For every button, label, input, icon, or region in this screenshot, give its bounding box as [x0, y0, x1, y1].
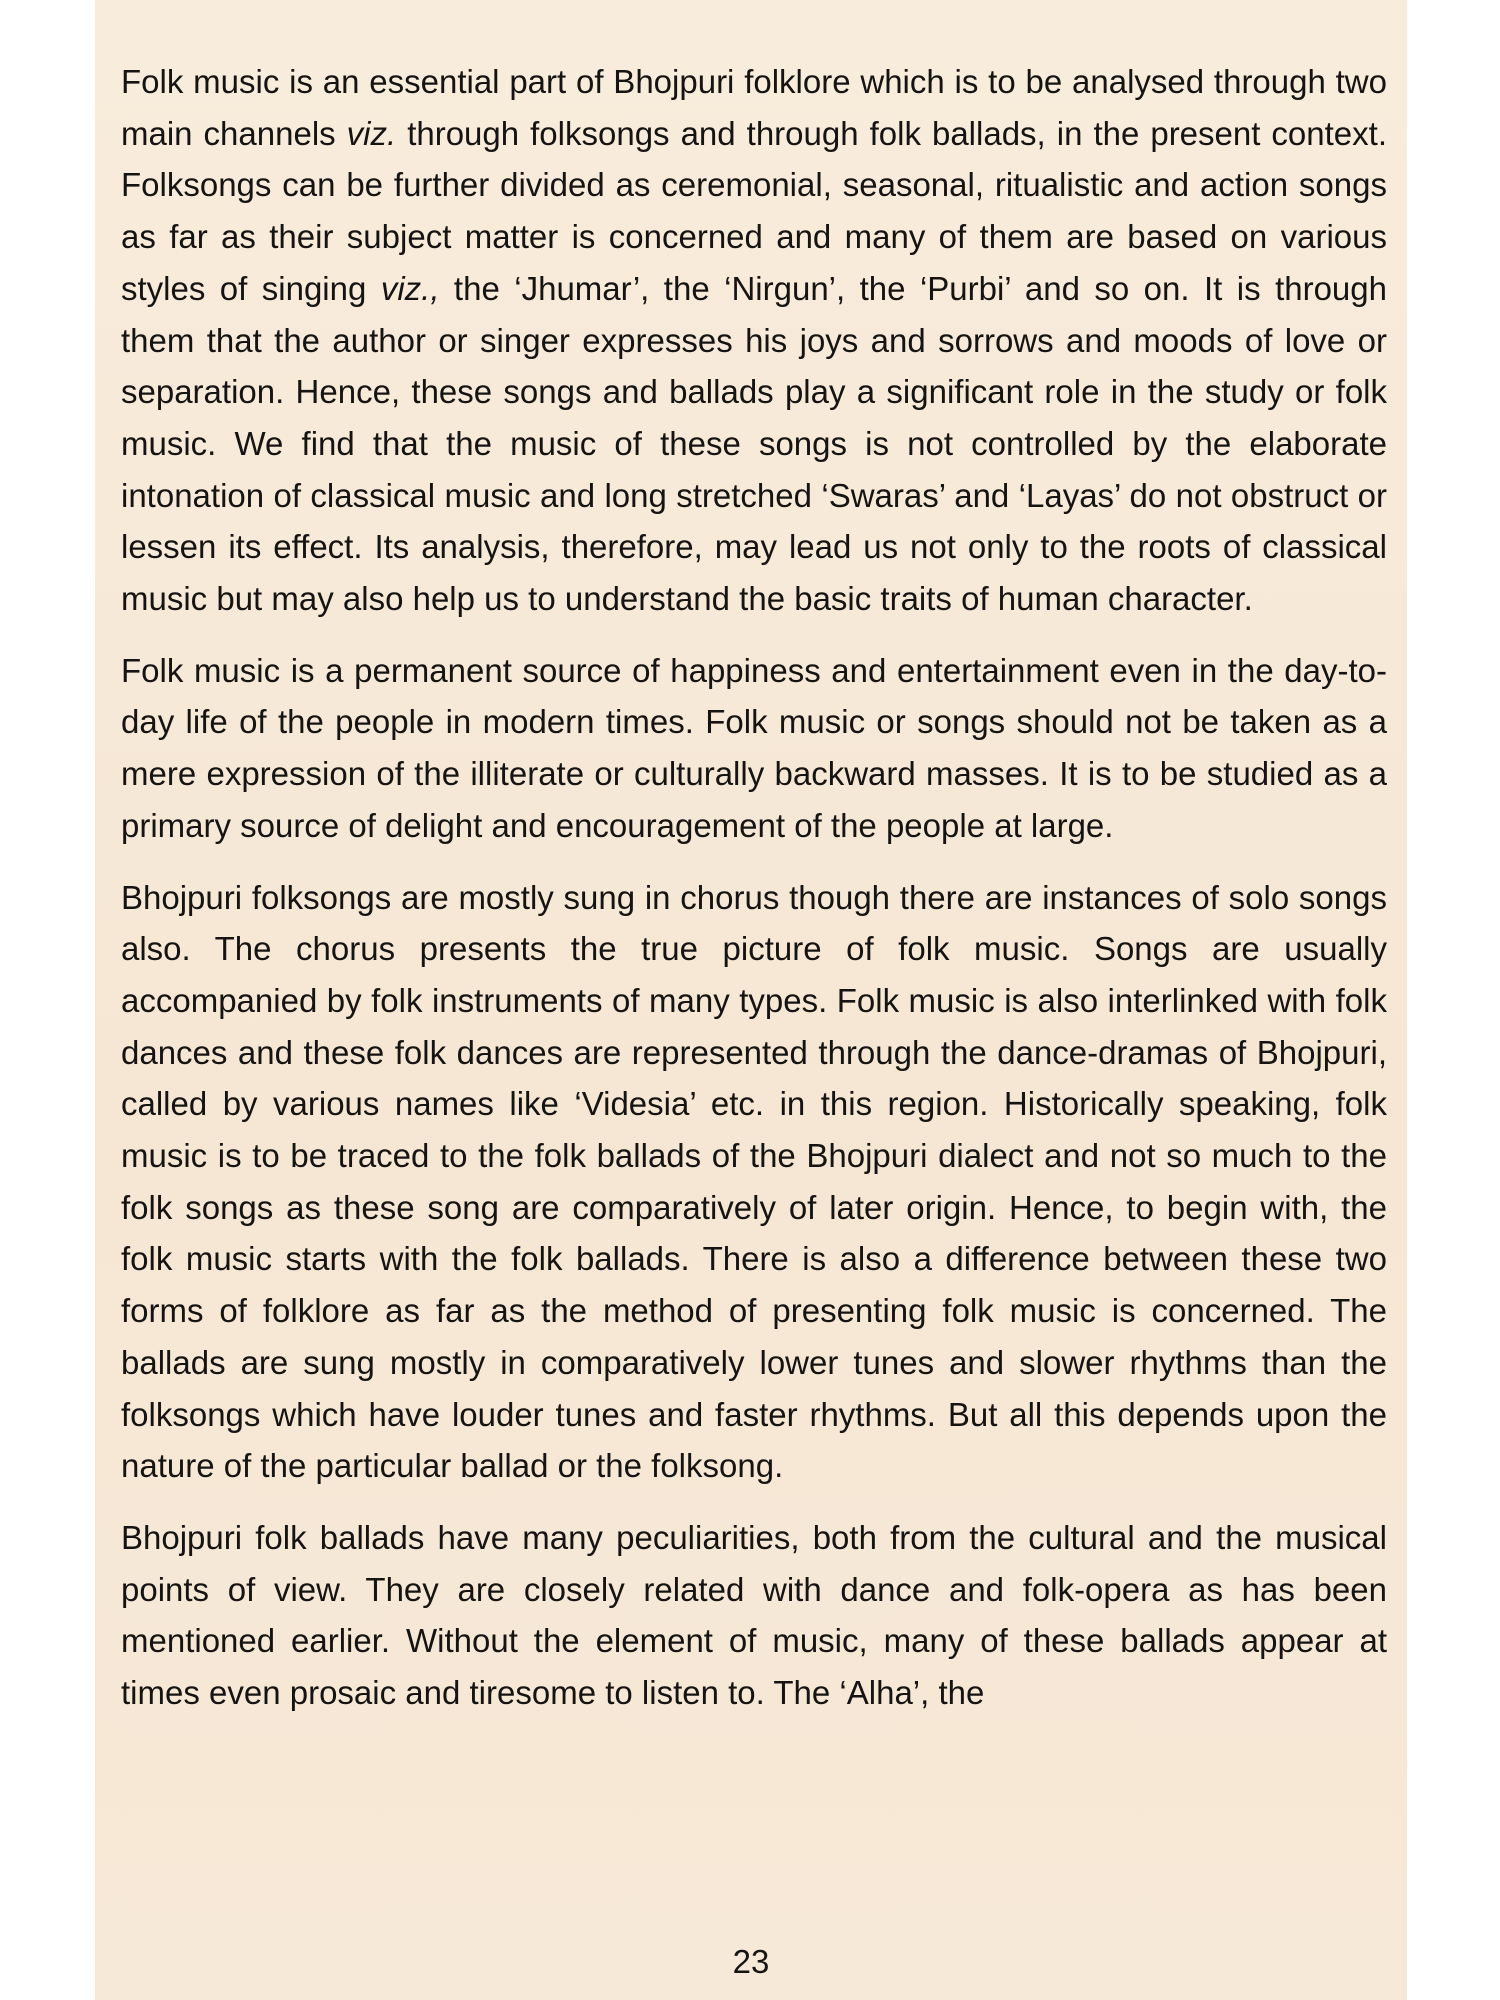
book-page — [95, 0, 1407, 2000]
paragraph-4: Bhojpuri folk ballads have many peculiarities, both from the cultural and the musical points of view. They are closely related with dance and folk-opera as has been mentioned earlier. Without the element of music, many of these ballads appear at times even prosaic and tiresome to listen to. The ‘Alha’, the — [121, 1518, 1387, 1712]
paragraph-1: Folk music is an essential part of Bhojpuri folklore which is to be analysed through two main channels viz. through folksongs and through folk ballads, in the present context. Folksongs can be further divided as ceremonial, seasonal, ritualistic and action songs as far as their subject matter is concerned and many of them are based on various styles of singing viz., the ‘Jhumar’, the ‘Nirgun’, the ‘Purbi’ and so on. It is through them that the author or singer expresses his joys and sorrows and moods of love or separation. Hence, these songs and ballads play a significant role in the study or folk music. We find that the music of these songs is not controlled by the elaborate intonation of classical music and long stretched ‘Swaras’ and ‘Layas’ do not obstruct or lessen its effect. Its analysis, therefore, may lead us not only to the roots of classical music but may also help us to understand the basic traits of human character. — [121, 63, 1387, 618]
paragraph-3: Bhojpuri folksongs are mostly sung in chorus though there are instances of solo songs also. The chorus presents the true picture of folk music. Songs are usually accompanied by folk instruments of many types. Folk music is also interlinked with folk dances and these folk dances are represented through the dance-dramas of Bhojpuri, called by various names like ‘Videsia’ etc. in this region. Historically speaking, folk music is to be traced to the folk ballads of the Bhojpuri dialect and not so much to the folk songs as these song are comparatively of later origin. Hence, to begin with, the folk music starts with the folk ballads. There is also a difference between these two forms of folklore as far as the method of presenting folk music is concerned. The ballads are sung mostly in comparatively lower tunes and slower rhythms than the folksongs which have louder tunes and faster rhythms. But all this depends upon the nature of the particular ballad or the folksong. — [121, 878, 1387, 1485]
body-text — [121, 56, 1387, 1719]
paragraph-2: Folk music is a permanent source of happiness and entertainment even in the day-to-day life of the people in modern times. Folk music or songs should not be taken as a mere expression of the illiterate or culturally backward masses. It is to be studied as a primary source of delight and encouragement of the people at large. — [121, 651, 1387, 844]
page-number: 23 — [732, 1943, 770, 1980]
